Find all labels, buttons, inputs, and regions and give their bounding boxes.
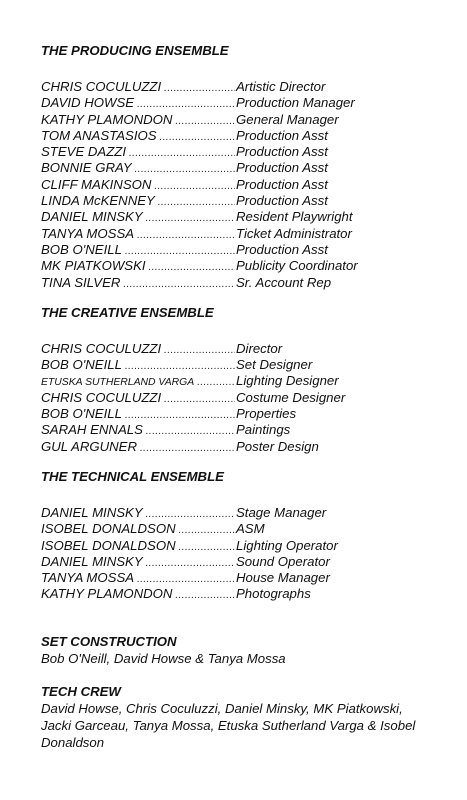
role-title: Production Asst [236,176,328,192]
roster-row [41,226,441,242]
role-title: Publicity Coordinator [236,258,358,274]
roster-row [41,258,441,274]
role-title: Production Manager [236,95,355,111]
credit-names: Bob O'Neill, David Howse & Tanya Mossa [41,650,286,666]
roster-row [41,144,441,160]
person-name: LINDA McKENNEY [41,193,155,209]
role-title: Production Asst [236,127,328,143]
technical-roster [41,505,441,603]
person-name: BOB O'NEILL [41,241,122,257]
role-title: Production Asst [236,160,328,176]
role-title: Resident Playwright [236,209,353,225]
person-name: MK PIATKOWSKI [41,258,146,274]
section-title: THE PRODUCING ENSEMBLE [41,43,229,58]
roster-row [41,538,441,554]
program-page [41,43,441,751]
roster-row [41,422,441,438]
person-name: ISOBEL DONALDSON [41,521,176,537]
role-title: Artistic Director [236,79,326,94]
person-name: CHRIS COCULUZZI [41,79,162,94]
person-name: DAVID HOWSE [41,95,135,111]
credit-names: David Howse, Chris Coculuzzi, Daniel Minsky, MK Piatkowski, Jacki Garceau, Tanya Mossa, Etuska Sutherland Varga & Isobel Donaldson [41,700,416,750]
role-title: Poster Design [236,438,319,454]
roster-row [41,341,441,357]
roster-row [41,521,441,537]
producing-ensemble-section [41,43,441,291]
person-name: SARAH ENNALS [41,422,143,438]
role-title: Lighting Operator [236,537,338,553]
roster-row [41,554,441,570]
person-name: GUL ARGUNER [41,438,137,454]
role-title: House Manager [236,570,330,586]
person-name: DANIEL MINSKY [41,553,143,569]
dot-leader [140,441,235,457]
roster-row [41,160,441,176]
roster-row [41,439,441,455]
role-title: Properties [236,406,297,422]
person-name: TINA SILVER [41,274,121,290]
person-name: STEVE DAZZI [41,144,126,160]
person-name: CHRIS COCULUZZI [41,389,162,405]
roster-row [41,570,441,586]
person-name: BOB O'NEILL [41,406,122,422]
roster-row [41,209,441,225]
person-name: DANIEL MINSKY [41,209,143,225]
role-title: Production Asst [236,144,328,160]
roster-row [41,177,441,193]
role-title: ASM [236,521,265,537]
roster-row [41,373,441,389]
role-title: Lighting Designer [236,373,339,389]
dot-leader [125,359,235,375]
person-name: TOM ANASTASIOS [41,127,157,143]
person-name: TANYA MOSSA [41,225,135,241]
section-title: THE CREATIVE ENSEMBLE [41,304,214,320]
role-title: Stage Manager [236,504,327,520]
role-title: Sound Operator [236,553,330,569]
role-title: Set Designer [236,357,313,373]
person-name: CHRIS COCULUZZI [41,340,162,356]
person-name: CLIFF MAKINSON [41,176,152,192]
credit-title: TECH CREW [41,683,121,699]
roster-row [41,406,441,422]
role-title: Production Asst [236,241,328,257]
dot-leader [123,277,235,293]
person-name: BONNIE GRAY [41,160,132,176]
roster-row [41,586,441,602]
roster-row [41,242,441,258]
producing-roster [41,79,441,291]
roster-row [41,275,441,291]
tech-crew-section [41,683,441,751]
dot-leader [175,588,235,604]
person-name: KATHY PLAMONDON [41,111,173,127]
section-title: THE TECHNICAL ENSEMBLE [41,468,224,484]
person-name: ETUSKA SUTHERLAND VARGA [41,377,195,389]
roster-row [41,79,441,95]
technical-ensemble-section [41,469,441,603]
role-title: General Manager [236,111,339,127]
set-construction-section [41,633,441,667]
role-title: Director [236,340,283,356]
credit-title: SET CONSTRUCTION [41,633,177,649]
roster-row [41,193,441,209]
role-title: Photographs [236,586,311,602]
roster-row [41,390,441,406]
role-title: Sr. Account Rep [236,274,332,290]
role-title: Paintings [236,422,291,438]
role-title: Production Asst [236,193,328,209]
roster-row [41,95,441,111]
creative-ensemble-section [41,305,441,455]
person-name: TANYA MOSSA [41,570,135,586]
person-name: DANIEL MINSKY [41,504,143,520]
person-name: BOB O'NEILL [41,357,122,373]
creative-roster [41,341,441,455]
person-name: KATHY PLAMONDON [41,586,173,602]
role-title: Costume Designer [236,389,346,405]
roster-row [41,505,441,521]
role-title: Ticket Administrator [236,225,352,241]
roster-row [41,128,441,144]
roster-row [41,357,441,373]
person-name: ISOBEL DONALDSON [41,537,176,553]
roster-row [41,112,441,128]
